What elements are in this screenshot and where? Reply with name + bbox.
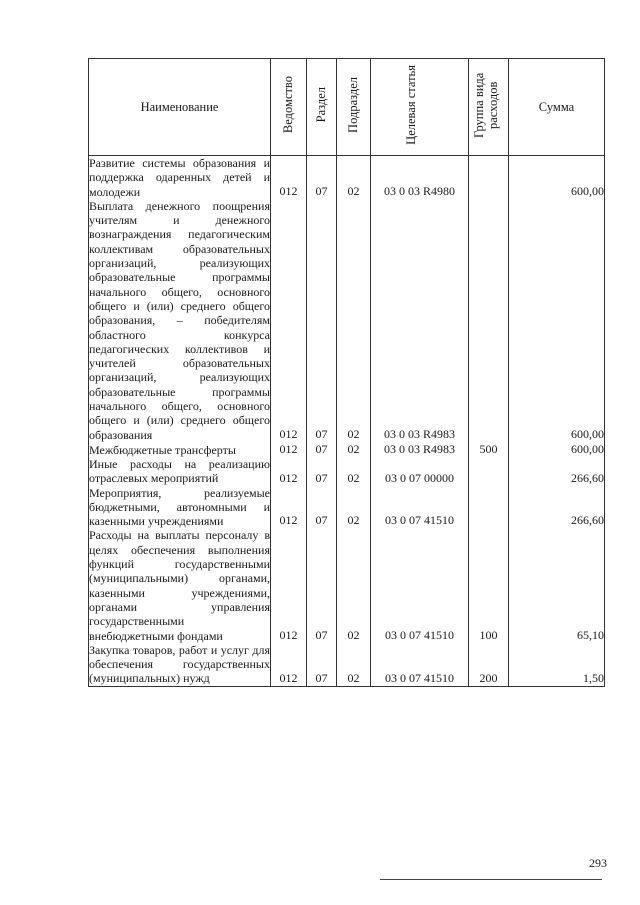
row-summa: 600,00	[509, 442, 605, 457]
row-gruppa: 200	[469, 643, 509, 686]
row-gruppa	[469, 199, 509, 442]
row-razdel: 07	[307, 528, 337, 642]
row-celevaya: 03 0 07 41510	[371, 486, 469, 529]
row-razdel: 07	[307, 199, 337, 442]
row-podrazdel: 02	[337, 442, 371, 457]
header-razdel: Раздел	[307, 59, 337, 156]
row-summa: 1,50	[509, 643, 605, 686]
row-podrazdel: 02	[337, 643, 371, 686]
table-row	[89, 486, 605, 529]
row-celevaya: 03 0 07 41510	[371, 528, 469, 642]
footer-divider	[380, 879, 602, 880]
header-summa: Сумма	[509, 59, 605, 156]
row-podrazdel: 02	[337, 528, 371, 642]
row-name: Выплата денежного поощрения учителям и денежного вознаграждения педагогическим коллективам образовательных организаций, реализующих образовательные программы начального общего, основного общего и (или) среднего общего образования, – победителям областного конкурса педагогических коллективов и учителей образовательных организаций, реализующих образовательные программы начального общего, основного общего и (или) среднего общего образования	[89, 198, 270, 442]
table-row	[89, 442, 605, 457]
row-summa: 600,00	[509, 199, 605, 442]
row-vedomstvo: 012	[271, 442, 307, 457]
row-summa: 266,60	[509, 457, 605, 486]
row-razdel: 07	[307, 442, 337, 457]
header-gruppa: Группа вида расходов	[469, 59, 509, 156]
row-vedomstvo: 012	[271, 156, 307, 199]
row-name: Иные расходы на реализацию отраслевых мероприятий	[89, 456, 270, 486]
row-vedomstvo: 012	[271, 486, 307, 529]
row-name: Расходы на выплаты персоналу в целях обеспечения выполнения функций государственными (муниципальными) органами, казенными учреждениями, органами управления государственными внебюджетными фондами	[89, 528, 270, 643]
header-vedomstvo: Ведомство	[271, 59, 307, 156]
table-row	[89, 643, 605, 686]
row-celevaya: 03 0 03 R4983	[371, 442, 469, 457]
row-celevaya: 03 0 07 00000	[371, 457, 469, 486]
row-razdel: 07	[307, 643, 337, 686]
row-podrazdel: 02	[337, 199, 371, 442]
row-summa: 600,00	[509, 156, 605, 199]
row-gruppa: 500	[469, 442, 509, 457]
row-celevaya: 03 0 07 41510	[371, 643, 469, 686]
row-celevaya: 03 0 03 R4980	[371, 156, 469, 199]
row-gruppa	[469, 457, 509, 486]
row-name: Мероприятия, реализуемые бюджетными, автономными и казенными учреждениями	[89, 485, 270, 529]
table-header-row	[89, 59, 605, 156]
row-podrazdel: 02	[337, 486, 371, 529]
row-gruppa	[469, 156, 509, 199]
row-gruppa: 100	[469, 528, 509, 642]
table-row	[89, 457, 605, 486]
row-vedomstvo: 012	[271, 643, 307, 686]
budget-table	[88, 58, 605, 687]
row-vedomstvo: 012	[271, 528, 307, 642]
header-celevaya: Целевая статья	[371, 59, 469, 156]
page-number: 293	[589, 856, 607, 870]
row-podrazdel: 02	[337, 156, 371, 199]
row-summa: 266,60	[509, 486, 605, 529]
row-razdel: 07	[307, 486, 337, 529]
row-name: Развитие системы образования и поддержка одаренных детей и молодежи	[89, 156, 270, 199]
row-vedomstvo: 012	[271, 199, 307, 442]
table-row	[89, 199, 605, 442]
row-razdel: 07	[307, 156, 337, 199]
row-gruppa	[469, 486, 509, 529]
header-podrazdel: Подраздел	[337, 59, 371, 156]
row-name: Закупка товаров, работ и услуг для обеспечения государственных (муниципальных) нужд	[89, 642, 270, 686]
row-podrazdel: 02	[337, 457, 371, 486]
table-row	[89, 528, 605, 642]
row-summa: 65,10	[509, 528, 605, 642]
row-vedomstvo: 012	[271, 457, 307, 486]
row-celevaya: 03 0 03 R4983	[371, 199, 469, 442]
row-name: Межбюджетные трансферты	[89, 442, 271, 457]
row-razdel: 07	[307, 457, 337, 486]
header-name: Наименование	[89, 59, 271, 156]
table-row	[89, 156, 605, 199]
